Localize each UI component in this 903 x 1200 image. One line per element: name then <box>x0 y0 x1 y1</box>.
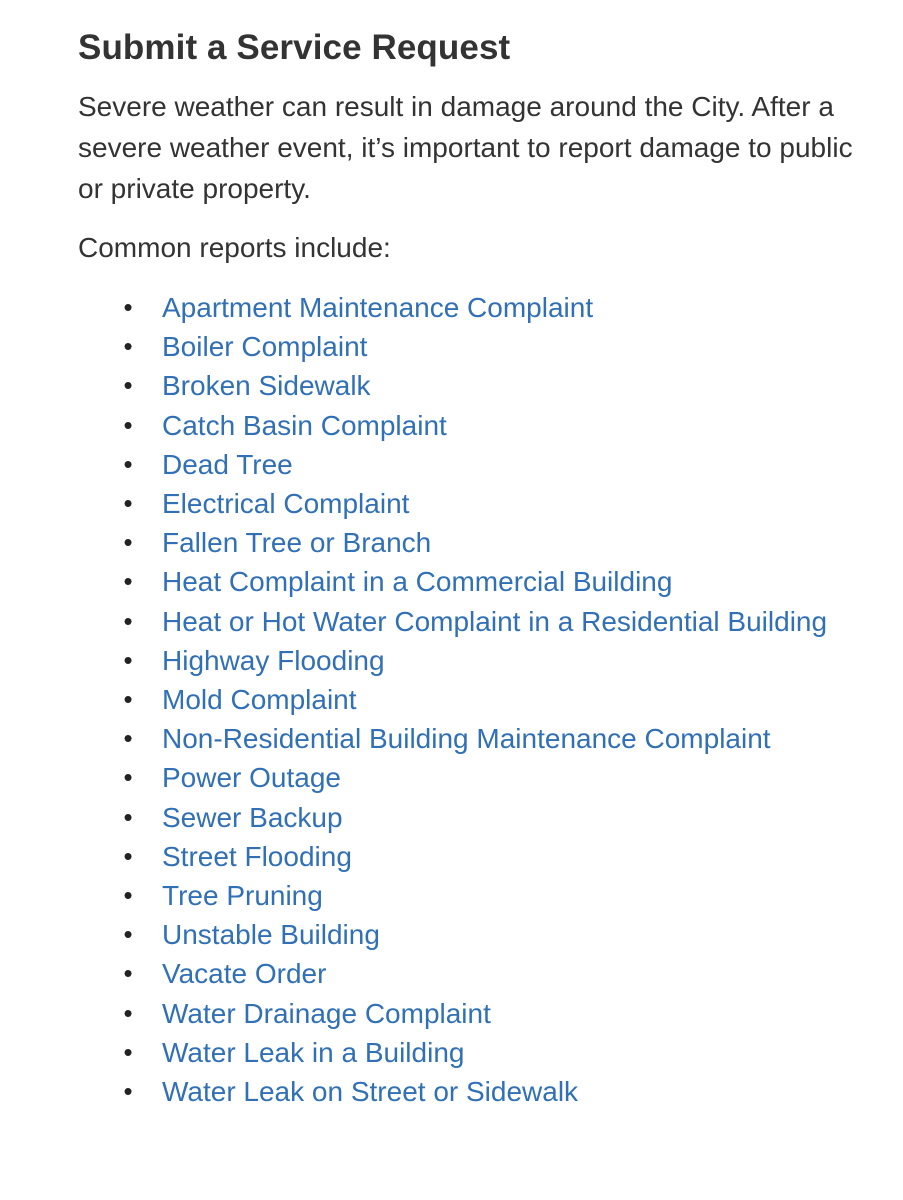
bullet-icon: • <box>123 370 133 401</box>
page-title: Submit a Service Request <box>78 28 511 67</box>
bullet-icon: • <box>123 488 133 519</box>
report-link-sewer-backup[interactable]: Sewer Backup <box>162 801 343 833</box>
bullet-icon: • <box>123 644 133 675</box>
bullet-icon: • <box>123 801 133 832</box>
bullet-icon: • <box>123 605 133 636</box>
list-item <box>123 445 837 484</box>
report-link-water-drainage[interactable]: Water Drainage Complaint <box>162 997 491 1029</box>
bullet-icon: • <box>123 840 133 871</box>
list-item <box>123 484 837 523</box>
list-item <box>123 1033 837 1072</box>
list-item <box>123 406 837 445</box>
report-link-boiler[interactable]: Boiler Complaint <box>162 331 368 363</box>
list-item <box>123 680 837 719</box>
report-link-electrical[interactable]: Electrical Complaint <box>162 488 410 520</box>
report-link-street-flooding[interactable]: Street Flooding <box>162 840 352 872</box>
list-item <box>123 641 837 680</box>
bullet-icon: • <box>123 292 133 322</box>
list-item <box>123 758 837 797</box>
list-item <box>123 288 837 327</box>
list-item <box>123 719 837 758</box>
report-link-power-outage[interactable]: Power Outage <box>162 762 341 794</box>
bullet-icon: • <box>123 331 133 362</box>
report-link-mold[interactable]: Mold Complaint <box>162 684 357 716</box>
report-link-water-leak-building[interactable]: Water Leak in a Building <box>162 1036 465 1068</box>
list-item <box>123 327 837 366</box>
list-item <box>123 1072 837 1111</box>
bullet-icon: • <box>123 880 133 911</box>
bullet-icon: • <box>123 1036 133 1067</box>
report-link-vacate-order[interactable]: Vacate Order <box>162 958 327 990</box>
report-link-dead-tree[interactable]: Dead Tree <box>162 448 293 480</box>
report-link-tree-pruning[interactable]: Tree Pruning <box>162 880 323 912</box>
bullet-icon: • <box>123 566 133 597</box>
list-item <box>123 994 837 1033</box>
list-item <box>123 876 837 915</box>
bullet-icon: • <box>123 527 133 558</box>
list-item <box>123 602 837 641</box>
report-link-fallen-tree[interactable]: Fallen Tree or Branch <box>162 527 432 559</box>
bullet-icon: • <box>123 919 133 950</box>
bullet-icon: • <box>123 762 133 793</box>
common-reports-list <box>78 288 837 1111</box>
list-item <box>123 837 837 876</box>
report-link-unstable-building[interactable]: Unstable Building <box>162 919 380 951</box>
report-link-water-leak-street[interactable]: Water Leak on Street or Sidewalk <box>162 1076 579 1108</box>
list-item <box>123 562 837 601</box>
report-link-broken-sidewalk[interactable]: Broken Sidewalk <box>162 370 371 402</box>
list-item <box>123 954 837 993</box>
list-item <box>123 915 837 954</box>
report-link-heat-hot-water-residential[interactable]: Heat or Hot Water Complaint in a Residential Building <box>162 605 828 637</box>
bullet-icon: • <box>123 684 133 715</box>
report-link-heat-commercial[interactable]: Heat Complaint in a Commercial Building <box>162 566 673 598</box>
list-item <box>123 366 837 405</box>
report-link-highway-flooding[interactable]: Highway Flooding <box>162 644 385 676</box>
bullet-icon: • <box>123 958 133 989</box>
bullet-icon: • <box>123 1076 133 1107</box>
bullet-icon: • <box>123 723 133 754</box>
report-link-non-residential-maintenance[interactable]: Non-Residential Building Maintenance Complaint <box>162 723 771 755</box>
list-item <box>123 798 837 837</box>
report-link-catch-basin[interactable]: Catch Basin Complaint <box>162 409 447 441</box>
bullet-icon: • <box>123 409 133 440</box>
intro-paragraph: Severe weather can result in damage around the City. After a severe weather event, it’s important to report damage to public or private property. <box>78 91 853 204</box>
bullet-icon: • <box>123 448 133 479</box>
list-lead-text: Common reports include: <box>78 232 391 263</box>
bullet-icon: • <box>123 997 133 1028</box>
report-link-apartment-maintenance[interactable]: Apartment Maintenance Complaint <box>162 292 594 323</box>
list-item <box>123 523 837 562</box>
